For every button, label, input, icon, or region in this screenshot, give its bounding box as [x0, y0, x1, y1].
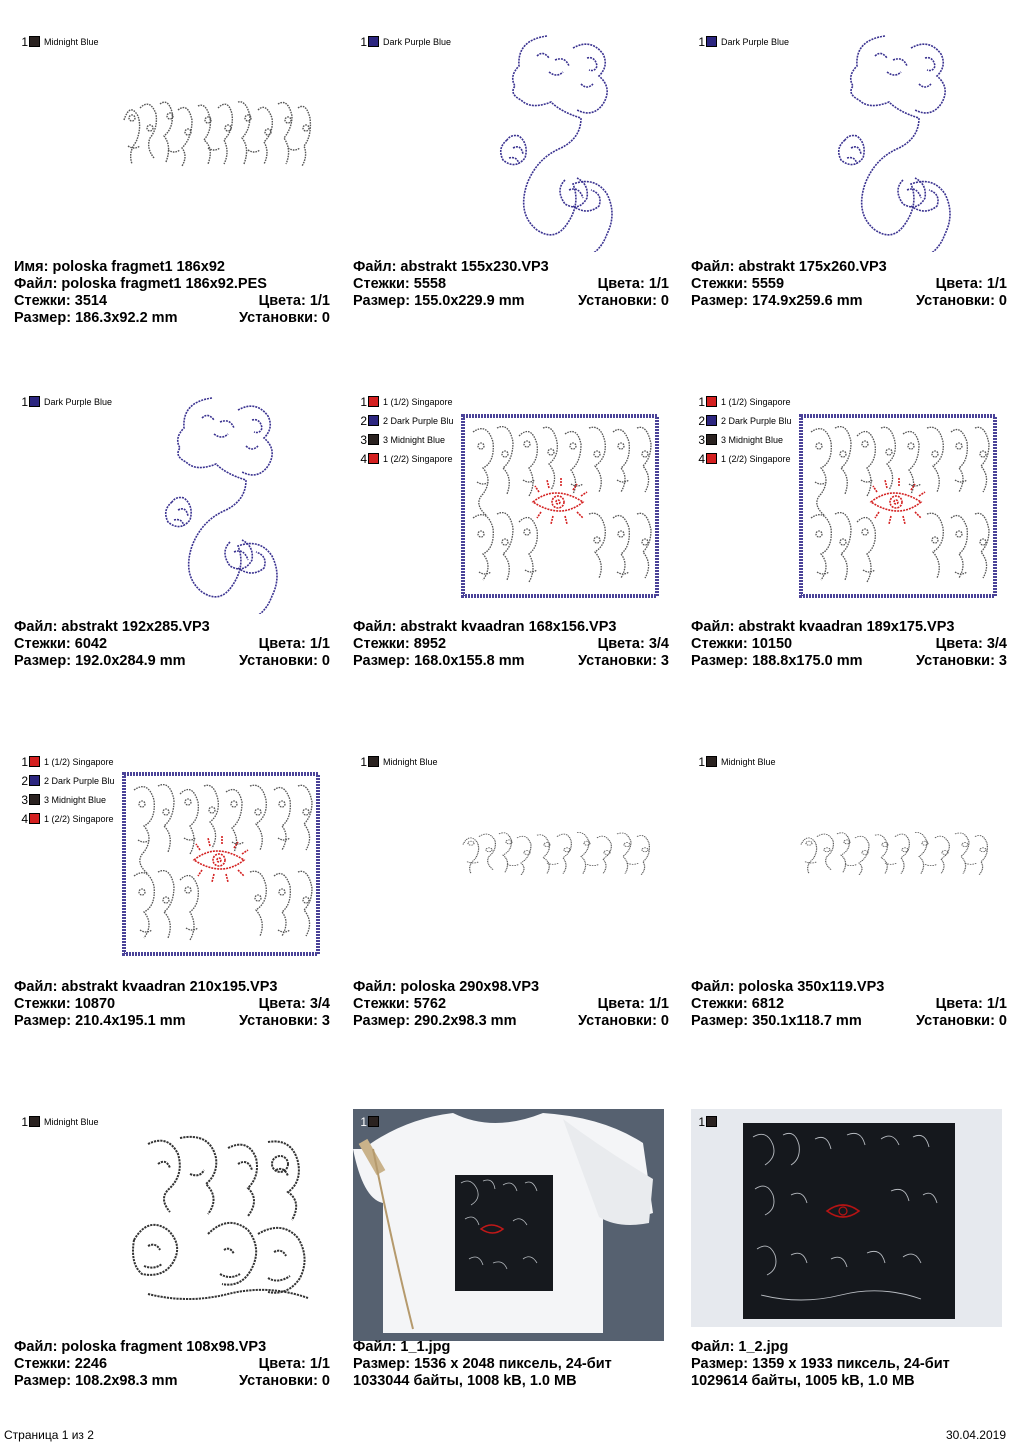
- design-card[interactable]: [353, 730, 691, 1090]
- thread-number: 1: [21, 34, 28, 49]
- image-filesize: 1029614 байты, 1005 kB, 1.0 MB: [691, 1373, 915, 1389]
- thread-name: 1 (2/2) Singapore: [44, 813, 114, 824]
- design-card[interactable]: [14, 370, 352, 730]
- thread-swatch: [29, 1116, 40, 1127]
- design-info: [14, 619, 330, 670]
- thread-row: [359, 32, 451, 51]
- embroidery-preview: [142, 392, 294, 614]
- thread-number: 1: [21, 394, 28, 409]
- design-size: Размер: 210.4x195.1 mm: [14, 1013, 186, 1029]
- thread-name: 3 Midnight Blue: [721, 434, 784, 445]
- thread-palette: [20, 752, 115, 828]
- thread-name: 3 Midnight Blue: [44, 794, 107, 805]
- thread-number: 1: [360, 754, 367, 769]
- settings-count: Установки: 0: [578, 293, 669, 309]
- color-count: Цвета: 1/1: [597, 996, 669, 1012]
- image-info: [353, 1339, 669, 1390]
- thread-name: Midnight Blue: [44, 1116, 99, 1127]
- file-name: Файл: abstrakt kvaadran 189x175.VP3: [691, 619, 955, 635]
- thread-palette: [359, 32, 451, 51]
- thread-swatch: [706, 434, 717, 445]
- thread-palette: [359, 752, 438, 771]
- thread-swatch: [29, 756, 40, 767]
- thread-palette: [697, 752, 776, 771]
- thread-palette: [697, 1112, 721, 1131]
- thread-palette: [20, 1112, 99, 1131]
- design-size: Размер: 168.0x155.8 mm: [353, 653, 525, 669]
- embroidery-preview: [477, 30, 629, 252]
- design-info: [14, 1339, 330, 1390]
- file-name: Файл: poloska fragmet1 186x92.PES: [14, 276, 267, 292]
- design-info: [691, 259, 1007, 310]
- design-size: Размер: 350.1x118.7 mm: [691, 1013, 862, 1029]
- embroidery-preview: [122, 772, 320, 956]
- color-count: Цвета: 1/1: [258, 636, 330, 652]
- thread-row: [20, 32, 99, 51]
- stitch-count: Стежки: 6042: [14, 636, 108, 652]
- design-size: Размер: 188.8x175.0 mm: [691, 653, 863, 669]
- file-name: Файл: poloska fragment 108x98.VP3: [14, 1339, 267, 1355]
- settings-count: Установки: 0: [239, 1373, 330, 1389]
- thread-number: 1: [360, 394, 367, 409]
- stitch-count: Стежки: 8952: [353, 636, 447, 652]
- design-card[interactable]: [14, 10, 352, 370]
- color-count: Цвета: 3/4: [258, 996, 330, 1012]
- thread-palette: [20, 392, 112, 411]
- thread-number: 1: [698, 34, 705, 49]
- thread-name: 1 (2/2) Singapore: [383, 453, 453, 464]
- stitch-count: Стежки: 10870: [14, 996, 116, 1012]
- thread-palette: [20, 32, 99, 51]
- design-size: Размер: 186.3x92.2 mm: [14, 310, 178, 326]
- thread-swatch: [29, 36, 40, 47]
- settings-count: Установки: 0: [916, 293, 1007, 309]
- color-count: Цвета: 3/4: [935, 636, 1007, 652]
- stitch-count: Стежки: 2246: [14, 1356, 108, 1372]
- thread-number: 3: [360, 432, 367, 447]
- thread-swatch: [706, 756, 717, 767]
- color-count: Цвета: 1/1: [935, 996, 1007, 1012]
- patch-photo: [691, 1109, 1002, 1327]
- thread-row: [697, 752, 776, 771]
- thread-swatch: [706, 1116, 717, 1127]
- thread-row: [697, 1112, 721, 1131]
- settings-count: Установки: 0: [239, 653, 330, 669]
- thread-swatch: [368, 36, 379, 47]
- design-card[interactable]: [14, 1090, 352, 1450]
- stitch-count: Стежки: 3514: [14, 293, 108, 309]
- thread-number: 1: [698, 754, 705, 769]
- image-dimensions: Размер: 1536 x 2048 пиксель, 24-бит: [353, 1356, 612, 1372]
- thread-palette: [359, 392, 454, 468]
- design-info: [691, 979, 1007, 1030]
- thread-swatch: [29, 794, 40, 805]
- design-name: Имя: poloska fragmet1 186x92: [14, 259, 225, 275]
- color-count: Цвета: 3/4: [597, 636, 669, 652]
- thread-swatch: [706, 396, 717, 407]
- thread-row: [359, 392, 454, 411]
- design-card[interactable]: [691, 730, 1024, 1090]
- thread-row: [20, 790, 115, 809]
- color-count: Цвета: 1/1: [597, 276, 669, 292]
- thread-swatch: [706, 453, 717, 464]
- image-filesize: 1033044 байты, 1008 kB, 1.0 MB: [353, 1373, 577, 1389]
- file-name: Файл: poloska 350x119.VP3: [691, 979, 885, 995]
- thread-row: [359, 430, 454, 449]
- thread-swatch: [368, 453, 379, 464]
- image-info: [691, 1339, 1007, 1390]
- thread-number: 1: [21, 1114, 28, 1129]
- embroidery-preview: [797, 830, 1001, 900]
- settings-count: Установки: 0: [578, 1013, 669, 1029]
- thread-name: 1 (1/2) Singapore: [44, 756, 114, 767]
- thread-swatch: [368, 415, 379, 426]
- thread-swatch: [706, 36, 717, 47]
- embroidery-preview: [459, 830, 663, 900]
- thread-name: Dark Purple Blue: [383, 36, 452, 47]
- embroidery-preview: [128, 1134, 322, 1310]
- color-count: Цвета: 1/1: [258, 1356, 330, 1372]
- thread-name: 2 Dark Purple Blu: [721, 415, 792, 426]
- design-card[interactable]: [14, 730, 352, 1090]
- design-info: [14, 979, 330, 1030]
- image-card[interactable]: [353, 1090, 691, 1450]
- thread-row: [359, 411, 454, 430]
- file-name: Файл: abstrakt 175x260.VP3: [691, 259, 887, 275]
- design-info: [691, 619, 1007, 670]
- settings-count: Установки: 3: [239, 1013, 330, 1029]
- embroidery-preview: [120, 98, 324, 204]
- design-info: [14, 259, 330, 327]
- thread-name: Dark Purple Blue: [44, 396, 113, 407]
- design-info: [353, 619, 669, 670]
- thread-row: [697, 430, 792, 449]
- thread-number: 4: [360, 451, 367, 466]
- design-card[interactable]: [353, 10, 691, 370]
- thread-number: 1: [360, 34, 367, 49]
- thread-number: 3: [698, 432, 705, 447]
- design-size: Размер: 155.0x229.9 mm: [353, 293, 525, 309]
- color-count: Цвета: 1/1: [935, 276, 1007, 292]
- thread-swatch: [368, 756, 379, 767]
- thread-number: 3: [21, 792, 28, 807]
- design-size: Размер: 290.2x98.3 mm: [353, 1013, 517, 1029]
- design-info: [353, 259, 669, 310]
- thread-row: [359, 449, 454, 468]
- thread-row: [697, 449, 792, 468]
- thread-palette: [359, 1112, 383, 1131]
- thread-number: 2: [21, 773, 28, 788]
- settings-count: Установки: 3: [578, 653, 669, 669]
- settings-count: Установки: 0: [916, 1013, 1007, 1029]
- thread-number: 1: [698, 394, 705, 409]
- print-date: 30.04.2019: [945, 1428, 1006, 1442]
- file-name: Файл: abstrakt kvaadran 168x156.VP3: [353, 619, 617, 635]
- thread-row: [359, 752, 438, 771]
- thread-row: [697, 411, 792, 430]
- file-name: Файл: poloska 290x98.VP3: [353, 979, 540, 995]
- thread-palette: [697, 392, 792, 468]
- thread-swatch: [29, 775, 40, 786]
- thread-number: 2: [698, 413, 705, 428]
- thread-palette: [697, 32, 789, 51]
- thread-name: Midnight Blue: [721, 756, 776, 767]
- thread-row: [359, 1112, 383, 1131]
- image-dimensions: Размер: 1359 x 1933 пиксель, 24-бит: [691, 1356, 950, 1372]
- thread-number: 1: [21, 754, 28, 769]
- thread-swatch: [368, 434, 379, 445]
- thread-swatch: [29, 813, 40, 824]
- thread-number: 1: [698, 1114, 705, 1129]
- stitch-count: Стежки: 5559: [691, 276, 785, 292]
- thread-name: Midnight Blue: [383, 756, 438, 767]
- thread-name: Dark Purple Blue: [721, 36, 790, 47]
- thread-row: [20, 1112, 99, 1131]
- thread-name: 3 Midnight Blue: [383, 434, 446, 445]
- thread-swatch: [368, 396, 379, 407]
- thread-name: 2 Dark Purple Blu: [44, 775, 115, 786]
- thread-number: 1: [360, 1114, 367, 1129]
- design-size: Размер: 108.2x98.3 mm: [14, 1373, 178, 1389]
- color-count: Цвета: 1/1: [258, 293, 330, 309]
- thread-row: [20, 752, 115, 771]
- embroidery-preview: [799, 414, 997, 598]
- file-name: Файл: abstrakt 155x230.VP3: [353, 259, 549, 275]
- design-info: [353, 979, 669, 1030]
- thread-number: 4: [21, 811, 28, 826]
- file-name: Файл: 1_1.jpg: [353, 1339, 451, 1355]
- image-card[interactable]: [691, 1090, 1024, 1450]
- thread-row: [697, 32, 789, 51]
- thread-row: [697, 392, 792, 411]
- design-size: Размер: 192.0x284.9 mm: [14, 653, 186, 669]
- design-card[interactable]: [691, 10, 1024, 370]
- page-number: Страница 1 из 2: [4, 1428, 94, 1442]
- design-card[interactable]: [353, 370, 691, 730]
- thread-swatch: [706, 415, 717, 426]
- embroidery-preview: [815, 30, 967, 252]
- stitch-count: Стежки: 5558: [353, 276, 447, 292]
- stitch-count: Стежки: 6812: [691, 996, 785, 1012]
- thread-row: [20, 771, 115, 790]
- thread-swatch: [368, 1116, 379, 1127]
- stitch-count: Стежки: 5762: [353, 996, 447, 1012]
- file-name: Файл: 1_2.jpg: [691, 1339, 789, 1355]
- thread-row: [20, 809, 115, 828]
- settings-count: Установки: 0: [239, 310, 330, 326]
- thread-name: 1 (1/2) Singapore: [383, 396, 453, 407]
- tshirt-photo: [353, 1109, 664, 1341]
- stitch-count: Стежки: 10150: [691, 636, 793, 652]
- thread-row: [20, 392, 112, 411]
- thread-number: 2: [360, 413, 367, 428]
- thread-swatch: [29, 396, 40, 407]
- file-name: Файл: abstrakt 192x285.VP3: [14, 619, 210, 635]
- thread-name: 1 (2/2) Singapore: [721, 453, 791, 464]
- thread-name: Midnight Blue: [44, 36, 99, 47]
- thread-name: 2 Dark Purple Blu: [383, 415, 454, 426]
- settings-count: Установки: 3: [916, 653, 1007, 669]
- embroidery-preview: [461, 414, 659, 598]
- design-card[interactable]: [691, 370, 1024, 730]
- design-size: Размер: 174.9x259.6 mm: [691, 293, 863, 309]
- file-name: Файл: abstrakt kvaadran 210x195.VP3: [14, 979, 278, 995]
- thread-name: 1 (1/2) Singapore: [721, 396, 791, 407]
- thread-number: 4: [698, 451, 705, 466]
